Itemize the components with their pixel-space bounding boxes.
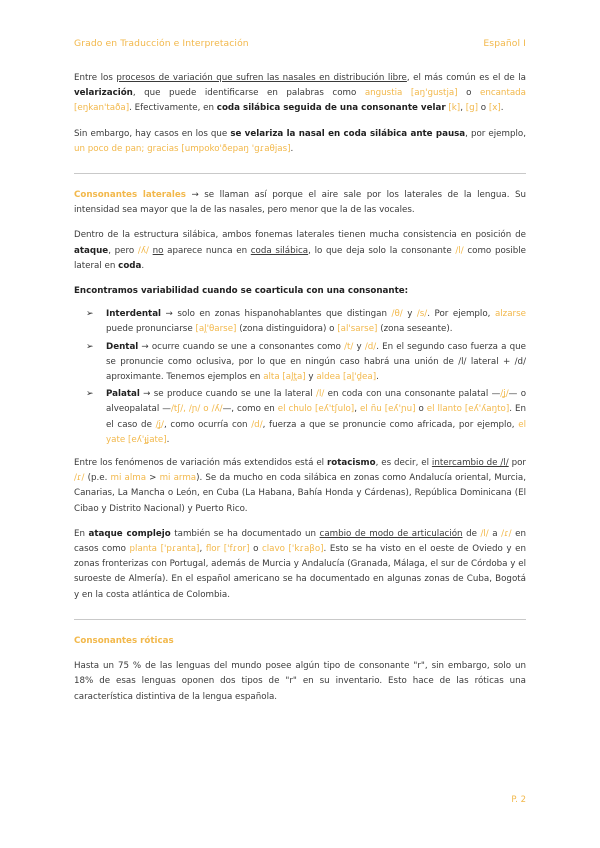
section-title-roticas: Consonantes róticas — [74, 635, 174, 646]
example-mi-alma: mi alma — [110, 473, 147, 484]
phoneme-l: /l/ — [480, 528, 489, 539]
term-dental: Dental — [106, 341, 139, 352]
bold-coda: coda — [118, 260, 142, 271]
phone-g: [g] — [465, 103, 479, 114]
paragraph-estructura-silabica: Dentro de la estructura silábica, ambos fonemas laterales tienen mucha consistencia en posición de ataque, pero /ʎ/ no aparece nunca en coda silábica, lo que deja solo la consonante /l/ como posible lateral en coda. — [74, 230, 526, 271]
underlined-phrase: procesos de variación que sufren las nasales en distribución libre — [116, 73, 407, 83]
paragraph-pausa: Sin embargo, hay casos en los que se velariza la nasal en coda silábica ante pausa, por ejemplo, un poco de pan; gracias [umpoko'ðepaŋ 'gɾaθjas]. — [74, 128, 526, 154]
bold-ataque: ataque — [74, 245, 109, 256]
arrow-bullet-icon: ➢ — [86, 341, 94, 352]
bold-term-velarizacion: velarización — [74, 88, 133, 99]
example-el-llanto: el llanto [eʎ'ʎaŋto] — [426, 404, 510, 415]
subheading-variabilidad: Encontramos variabilidad cuando se coarticula con una consonante: — [74, 286, 409, 297]
example-el-yate: el yate [eʎ'ɟʝate] — [106, 419, 526, 445]
list-item-palatal: ➢ Palatal → se produce cuando se une la lateral /l/ en coda con una consonante palatal —/ʝ/— o alveopalatal —/tʃ/, /ɲ/ o /ʎ/—, como en el chulo [eʎ'tʃulo], el ñu [eʎ'ɲu] o el llanto [eʎ'ʎaŋto]. En el caso de /ʝ/, como ocurría con /d/, fuerza a que se pronuncie como africada, por ejemplo, el yate [eʎ'ɟʝate]. — [86, 389, 527, 445]
example-mi-arma: mi arma — [159, 473, 197, 484]
phoneme-s: /s/ — [416, 309, 428, 320]
document-body — [74, 71, 526, 715]
underlined-coda: coda silábica — [250, 245, 309, 256]
phoneme-t: /t/ — [344, 341, 354, 352]
paragraph-ataque-complejo: En ataque complejo también se ha documentado un cambio de modo de articulación de /l/ a /ɾ/ en casos como planta ['pɾanta], flor ['fɾor] o clavo ['kɾaβo]. Esto se ha visto en el oeste de Oviedo y en zonas fronterizas con Portugal, además de Murcia y Andalucía (Granada, Málaga, el sur de Córdoba y el suroeste de Almería). En el español americano se ha documentado en algunas zonas de Cuba, Bogotá y en la costa atlántica de Colombia. — [74, 528, 526, 600]
phoneme-tap: /ɾ/ — [74, 473, 85, 484]
phone-x: [x] — [488, 103, 501, 114]
phoneme-tap: /ɾ/ — [501, 528, 512, 539]
example-un-poco-de-pan: un poco de pan; gracias [umpoko'ðepaŋ 'gɾaθjas] — [74, 143, 291, 154]
bold-ante-pausa: se velariza la nasal en coda silábica ante pausa — [230, 128, 466, 139]
example-el-chulo: el chulo [eʎ'tʃulo] — [277, 404, 355, 415]
example-alzarse: alzarse — [494, 309, 527, 320]
list-item-dental: ➢ Dental → ocurre cuando se une a consonantes como /t/ y /d/. En el segundo caso fuerza a que se pronuncie como oclusiva, por lo que en ningún caso habrá una unión de /l/ lateral + /d/ aproximante. Tenemos ejemplos en alta [al̪t̪a] y aldea [al̪'d̪ea]. — [86, 341, 526, 383]
phone-k: [k] — [448, 103, 461, 114]
paragraph-roticas: Hasta un 75 % de las lenguas del mundo posee algún tipo de consonante "r", sin embargo, solo un 18% de esas lenguas oponen dos tipos de "r" en su inventario. Esto hace de las róticas una característica distintiva de la lengua española. — [74, 661, 526, 702]
phoneme-l: /l/ — [455, 245, 464, 256]
example-clavo: clavo ['kɾaβo] — [261, 544, 324, 555]
term-palatal: Palatal — [106, 389, 140, 400]
page-number: P. 2 — [511, 795, 526, 805]
transcription-distinguidora: [al̪'θarse] — [195, 324, 237, 335]
example-encantada: encantada [eŋkan'taða] — [74, 88, 527, 114]
paragraph-velarizacion: Entre los procesos de variación que sufren las nasales en distribución libre, el más común es el de la velarización, que puede identificarse en palabras como angustia [aŋ'gustja] o encantada [eŋkan'taða]. Efectivamente, en coda silábica seguida de una consonante velar [k], [g] o [x]. — [74, 73, 527, 114]
phoneme-d: /d/ — [364, 341, 377, 352]
phoneme-palatal-lateral: /ʎ/ — [137, 245, 149, 256]
header-subject: Español I — [483, 38, 526, 49]
term-interdental: Interdental — [106, 309, 162, 320]
phoneme-d: /d/ — [251, 419, 263, 430]
arrow-bullet-icon: ➢ — [86, 309, 94, 320]
section-divider — [74, 173, 526, 174]
example-alta: alta [al̪t̪a] — [263, 372, 306, 383]
phoneme-theta: /θ/ — [391, 309, 403, 320]
transcription-seseante: [al'sarse] — [337, 324, 378, 335]
list-item-interdental: ➢ Interdental → solo en zonas hispanohablantes que distingan /θ/ y /s/. Por ejemplo, alzarse puede pronunciarse [al̪'θarse] (zona distinguidora) o [al'sarse] (zona seseante). — [86, 309, 527, 335]
bold-rotacismo: rotacismo — [326, 458, 376, 469]
bold-coda-velar: coda silábica seguida de una consonante velar — [216, 103, 446, 114]
coarticulation-list — [74, 307, 526, 448]
example-angustia: angustia [aŋ'gustja] — [364, 88, 458, 99]
phoneme-palatal-2: /ʝ/ — [155, 419, 164, 430]
header-course: Grado en Traducción e Interpretación — [74, 38, 249, 49]
section-divider — [74, 619, 526, 620]
arrow-bullet-icon: ➢ — [86, 389, 94, 400]
example-el-nu: el ñu [eʎ'ɲu] — [359, 404, 416, 415]
underlined-intercambio: intercambio de /l/ — [431, 458, 509, 469]
example-aldea: aldea [al̪'d̪ea] — [316, 372, 377, 383]
phoneme-l: /l/ — [316, 389, 325, 400]
underlined-no: no — [152, 245, 164, 256]
phonemes-alveopalatal: /tʃ/, /ɲ/ o /ʎ/ — [170, 404, 223, 415]
underlined-cambio-modo: cambio de modo de articulación — [319, 528, 463, 539]
phoneme-palatal: /ʝ/ — [500, 389, 509, 400]
bold-ataque-complejo: ataque complejo — [88, 528, 171, 539]
section-title-laterales: Consonantes laterales — [74, 190, 186, 201]
example-planta: planta ['pɾanta] — [129, 544, 200, 555]
paragraph-rotacismo: Entre los fenómenos de variación más extendidos está el rotacismo, es decir, el intercambio de /l/ por /ɾ/ (p.e. mi alma > mi arma). Se da mucho en coda silábica en zonas como Andalucía oriental, Murcia, Canarias, La Mancha o León, en Cuba (La Habana, Bahía Honda y Cárdenas), República Dominicana (El Cibao y Distrito Nacional) y Puerto Rico. — [74, 458, 526, 514]
paragraph-laterales: Consonantes laterales → se llaman así porque el aire sale por los laterales de la lengua. Su intensidad sea mayor que la de las nasales, pero menor que la de las vocales. — [74, 190, 526, 216]
example-flor: flor ['fɾor] — [205, 544, 250, 555]
